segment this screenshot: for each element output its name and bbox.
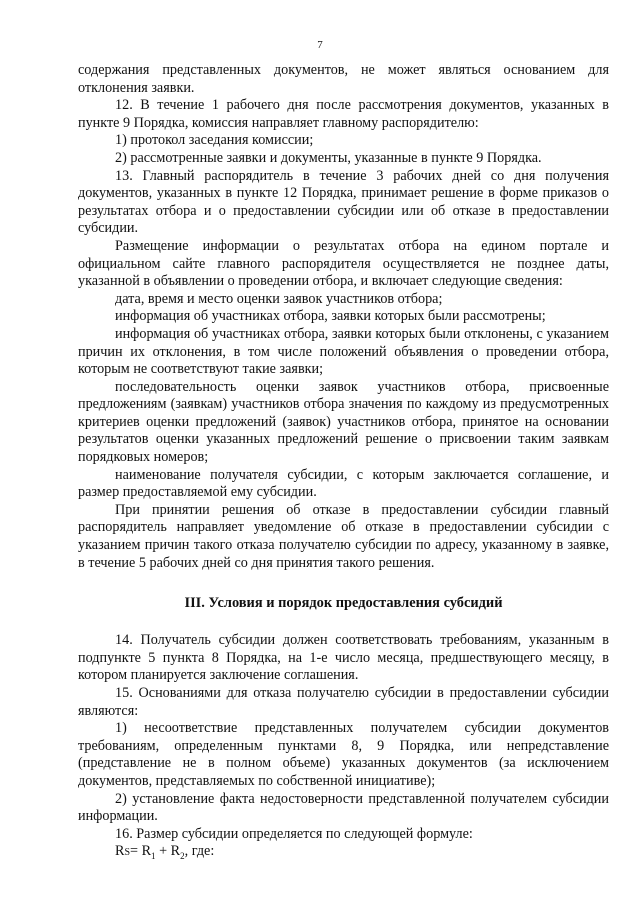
paragraph: Размещение информации о результатах отбора на едином портале и официальном сайте главного распорядителя осуществляется не позднее даты, указанной в объявлении о проведении отбора, и включает следующие сведения: — [78, 237, 609, 290]
paragraph: 1) протокол заседания комиссии; — [115, 132, 314, 149]
paragraph: 1) несоответствие представленных получателем субсидии документов требованиям, определенным пунктами 8, 9 Порядка, или непредставление (представление не в полном объеме) указанных документов (за исключением документов, представляемых по собственной инициативе); — [78, 720, 609, 789]
paragraph: содержания представленных документов, не может являться основанием для отклонения заявки. — [78, 62, 609, 96]
paragraph: 2) установление факта недостоверности представленной получателем субсидии информации. — [78, 790, 609, 825]
paragraph: При принятии решения об отказе в предоставлении субсидии главный распорядитель направляет уведомление об отказе в предоставлении субсидии с указанием причин такого отказа получателю субсидии по адресу, указанному в заявке, в течение 5 рабочих дней со дня принятия такого решения. — [78, 501, 609, 571]
formula-sub-2: 2 — [180, 851, 185, 862]
formula-eq: = R — [130, 843, 152, 860]
paragraph: 14. Получатель субсидии должен соответствовать требованиям, указанным в подпункте 5 пункта 8 Порядка, на 1-е число месяца, предшествующего месяцу, в котором планируется заключение соглашения. — [78, 632, 609, 684]
formula-plus: + R — [155, 843, 181, 860]
document-body — [78, 62, 609, 862]
section-heading: III. Условия и порядок предоставления субсидий — [184, 595, 503, 612]
page-number: 7 — [317, 39, 323, 51]
paragraph: 2) рассмотренные заявки и документы, указанные в пункте 9 Порядка. — [115, 149, 542, 166]
paragraph: 12. В течение 1 рабочего дня после рассмотрения документов, указанных в пункте 9 Порядка, комиссия направляет главному распорядителю: — [78, 97, 609, 131]
paragraph: 13. Главный распорядитель в течение 3 рабочих дней со дня получения документов, указанных в пункте 12 Порядка, принимает решение в форме приказов о результатах отбора и о предоставлении субсидии или об отказе в предоставлении субсидии. — [78, 167, 609, 237]
paragraph: информация об участниках отбора, заявки которых были отклонены, с указанием причин их отклонения, в том числе положений объявления о проведении отбора, которым не соответствуют такие заявки; — [78, 325, 609, 378]
paragraphs-before-heading — [78, 62, 609, 572]
formula-lhs-sub: S — [124, 847, 131, 859]
paragraph: 16. Размер субсидии определяется по следующей формуле: — [115, 825, 473, 842]
formula-tail: , где: — [184, 843, 215, 860]
paragraph: последовательность оценки заявок участников отбора, присвоенные предложениям (заявкам) участников отбора значения по каждому из предусмотренных критериев оценки предложений (заявок) участников отбора, принятое на основании результатов оценки указанных предложений решение о присвоении таким заявкам порядковых номеров; — [78, 378, 609, 466]
paragraph: наименование получателя субсидии, с которым заключается соглашение, и размер предоставляемой ему субсидии. — [78, 466, 609, 501]
formula-sub-1: 1 — [151, 851, 156, 862]
formula-lhs: R — [115, 843, 125, 860]
paragraphs-after-heading — [78, 632, 609, 843]
paragraph: 15. Основаниями для отказа получателю субсидии в предоставлении субсидии являются: — [78, 685, 609, 719]
paragraph: информация об участниках отбора, заявки которых были рассмотрены; — [115, 308, 546, 325]
subsidy-formula — [78, 843, 609, 862]
paragraph: дата, время и место оценки заявок участников отбора; — [115, 290, 443, 307]
